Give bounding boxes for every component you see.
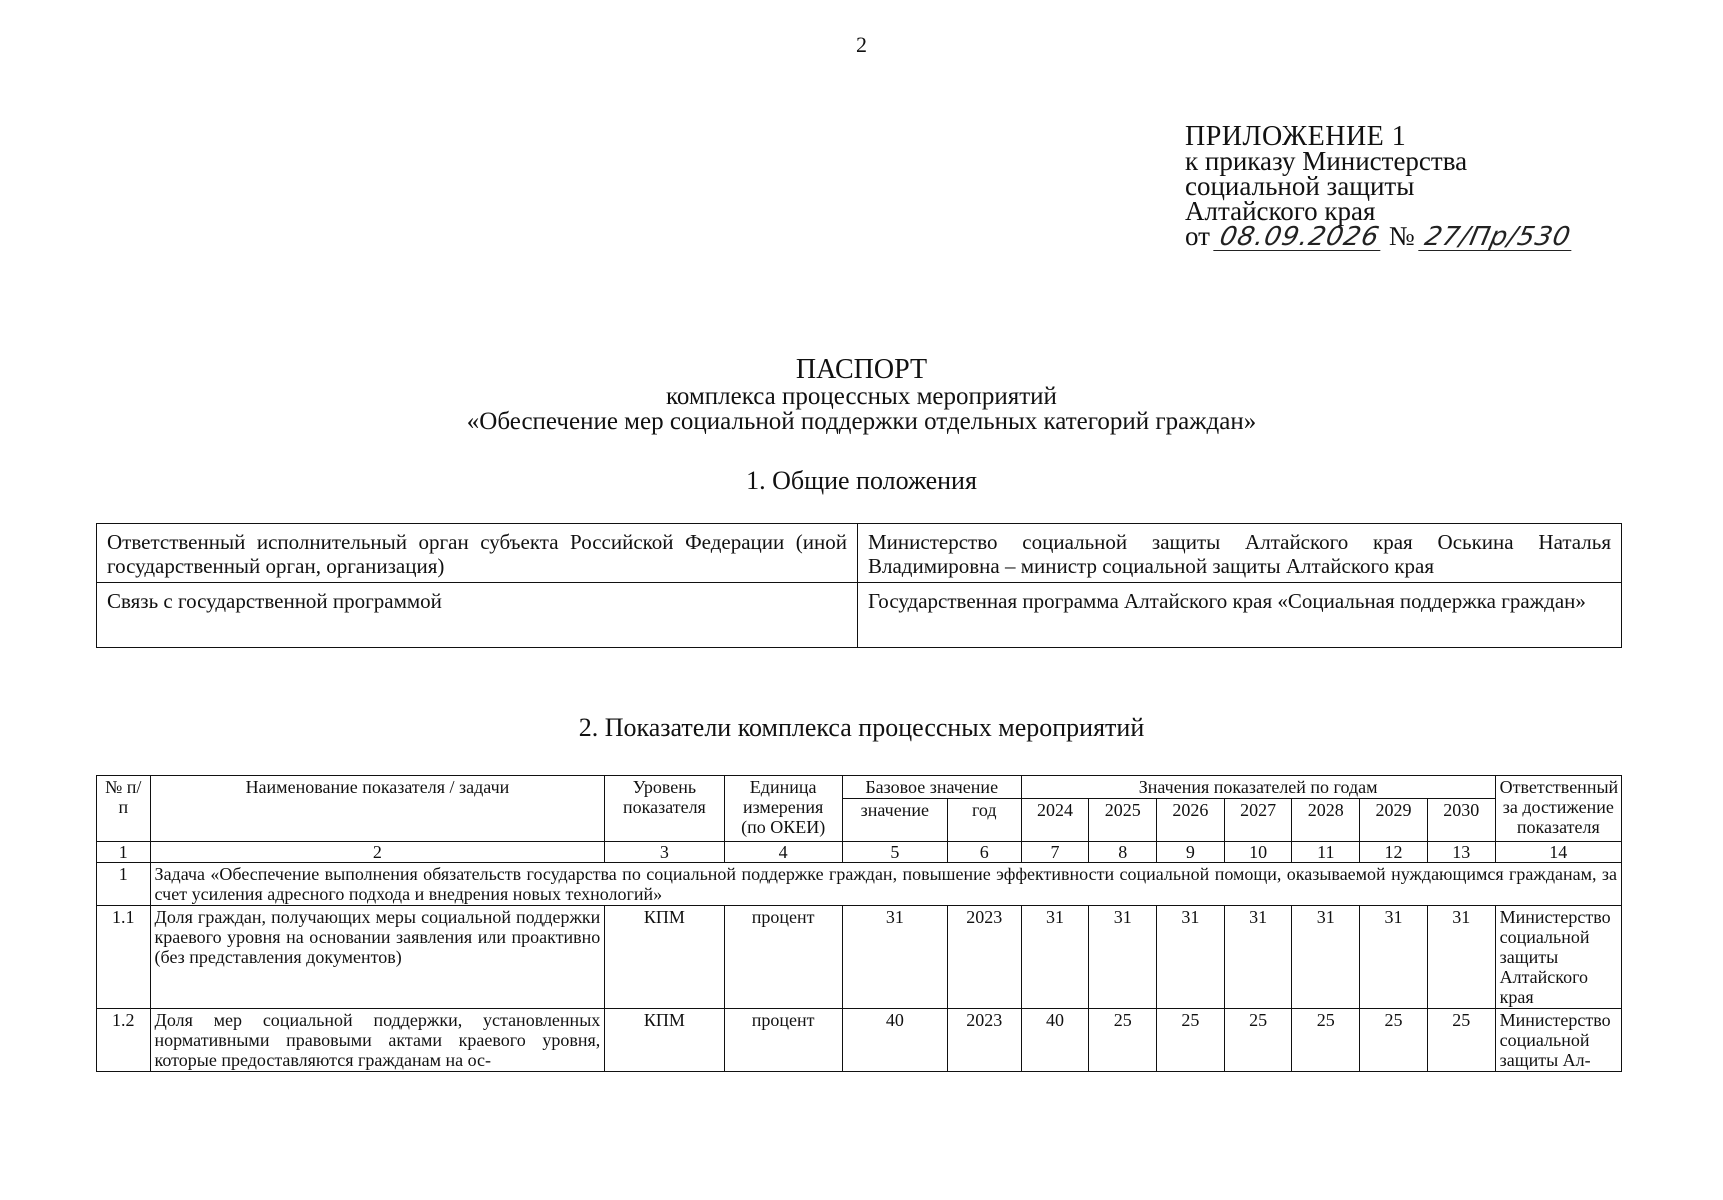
column-number: 6 bbox=[947, 842, 1021, 863]
year-value: 25 bbox=[1427, 1009, 1495, 1072]
table-cell: Государственная программа Алтайского края «Социальная поддержка граждан» bbox=[858, 583, 1622, 648]
year-value: 31 bbox=[1360, 906, 1428, 1009]
header-years-group: Значения показателей по годам bbox=[1021, 776, 1495, 799]
header-year: 2026 bbox=[1157, 799, 1225, 842]
appendix-line: Алтайского края bbox=[1185, 196, 1376, 226]
year-value: 31 bbox=[1157, 906, 1225, 1009]
passport-title: ПАСПОРТ bbox=[795, 354, 928, 385]
indicator-unit: процент bbox=[724, 1009, 842, 1072]
task-row bbox=[97, 863, 1622, 906]
year-value: 40 bbox=[1021, 1009, 1089, 1072]
header-base-year: год bbox=[947, 799, 1021, 842]
header-base-value: значение bbox=[842, 799, 947, 842]
page-number: 2 bbox=[856, 32, 867, 57]
column-number: 11 bbox=[1292, 842, 1360, 863]
appendix-block bbox=[1185, 121, 1574, 252]
year-value: 25 bbox=[1157, 1009, 1225, 1072]
column-number: 7 bbox=[1021, 842, 1089, 863]
header-year: 2028 bbox=[1292, 799, 1360, 842]
date-prefix: от bbox=[1185, 221, 1210, 251]
indicator-level: КПМ bbox=[605, 906, 724, 1009]
table-cell: Ответственный исполнительный орган субъекта Российской Федерации (иной государственный орган, организация) bbox=[97, 524, 858, 583]
header-name: Наименование показателя / задачи bbox=[150, 776, 605, 842]
year-value: 31 bbox=[1427, 906, 1495, 1009]
task-num: 1 bbox=[97, 863, 151, 906]
responsible: Министерство социальной защиты Алтайского края bbox=[1495, 906, 1621, 1009]
indicator-name: Доля граждан, получающих меры социальной поддержки краевого уровня на основании заявления или проактивно (без представления документов) bbox=[150, 906, 605, 1009]
header-responsible: Ответственный за достижение показателя bbox=[1495, 776, 1621, 842]
column-number: 2 bbox=[150, 842, 605, 863]
year-value: 25 bbox=[1089, 1009, 1157, 1072]
column-number: 13 bbox=[1427, 842, 1495, 863]
year-value: 25 bbox=[1224, 1009, 1292, 1072]
header-year: 2025 bbox=[1089, 799, 1157, 842]
header-unit: Единица измерения (по ОКЕИ) bbox=[724, 776, 842, 842]
year-value: 31 bbox=[1292, 906, 1360, 1009]
indicator-level: КПМ bbox=[605, 1009, 724, 1072]
table-row bbox=[97, 524, 1622, 583]
base-value: 31 bbox=[842, 906, 947, 1009]
handwritten-date: 08.09.2026 bbox=[1213, 225, 1385, 251]
header-year: 2027 bbox=[1224, 799, 1292, 842]
passport-heading bbox=[0, 354, 1723, 435]
table-header-row bbox=[97, 776, 1622, 799]
section-title: 2. Показатели комплекса процессных мероприятий bbox=[578, 713, 1145, 742]
header-year: 2024 bbox=[1021, 799, 1089, 842]
base-year: 2023 bbox=[947, 906, 1021, 1009]
year-value: 25 bbox=[1292, 1009, 1360, 1072]
indicator-name: Доля мер социальной поддержки, установленных нормативными правовыми актами краевого уровня, которые предоставляются гражданам на ос- bbox=[150, 1009, 605, 1072]
header-base: Базовое значение bbox=[842, 776, 1021, 799]
task-text: Задача «Обеспечение выполнения обязательств государства по социальной поддержке граждан, повышение эффективности социальной помощи, оказываемой нуждающимся гражданам, за счет усиления адресного подхода и внедрения новых технологий» bbox=[150, 863, 1621, 906]
indicators-table bbox=[96, 775, 1622, 1072]
table-cell: Связь с государственной программой bbox=[97, 583, 858, 648]
header-year: 2029 bbox=[1360, 799, 1428, 842]
column-number: 1 bbox=[97, 842, 151, 863]
table-cell: Министерство социальной защиты Алтайского края Оськина Наталья Владимировна – министр социальной защиты Алтайского края bbox=[858, 524, 1622, 583]
column-number: 12 bbox=[1360, 842, 1428, 863]
column-number: 9 bbox=[1157, 842, 1225, 863]
general-provisions-table bbox=[96, 523, 1622, 648]
year-value: 31 bbox=[1089, 906, 1157, 1009]
appendix-line: социальной защиты bbox=[1185, 171, 1415, 201]
column-number: 3 bbox=[605, 842, 724, 863]
responsible: Министерство социальной защиты Ал- bbox=[1495, 1009, 1621, 1072]
appendix-date-line bbox=[1185, 221, 1574, 252]
appendix-line: к приказу Министерства bbox=[1185, 146, 1468, 176]
table-row bbox=[97, 1009, 1622, 1072]
year-value: 31 bbox=[1224, 906, 1292, 1009]
passport-subtitle: комплекса процессных мероприятий bbox=[666, 383, 1057, 410]
table-row bbox=[97, 906, 1622, 1009]
column-number: 4 bbox=[724, 842, 842, 863]
row-num: 1.1 bbox=[97, 906, 151, 1009]
header-level: Уровень показателя bbox=[605, 776, 724, 842]
year-value: 31 bbox=[1021, 906, 1089, 1009]
base-value: 40 bbox=[842, 1009, 947, 1072]
column-number: 5 bbox=[842, 842, 947, 863]
column-number: 14 bbox=[1495, 842, 1621, 863]
row-num: 1.2 bbox=[97, 1009, 151, 1072]
column-number: 10 bbox=[1224, 842, 1292, 863]
indicator-unit: процент bbox=[724, 906, 842, 1009]
header-year: 2030 bbox=[1427, 799, 1495, 842]
appendix-title: ПРИЛОЖЕНИЕ 1 bbox=[1185, 121, 1407, 152]
column-number-row bbox=[97, 842, 1622, 863]
header-num: № п/п bbox=[97, 776, 151, 842]
number-prefix: № bbox=[1388, 221, 1415, 251]
section-title: 1. Общие положения bbox=[746, 466, 977, 495]
handwritten-number: 27/Пр/530 bbox=[1418, 225, 1577, 251]
column-number: 8 bbox=[1089, 842, 1157, 863]
year-value: 25 bbox=[1360, 1009, 1428, 1072]
base-year: 2023 bbox=[947, 1009, 1021, 1072]
passport-subtitle: «Обеспечение мер социальной поддержки отдельных категорий граждан» bbox=[466, 408, 1257, 435]
table-row bbox=[97, 583, 1622, 648]
